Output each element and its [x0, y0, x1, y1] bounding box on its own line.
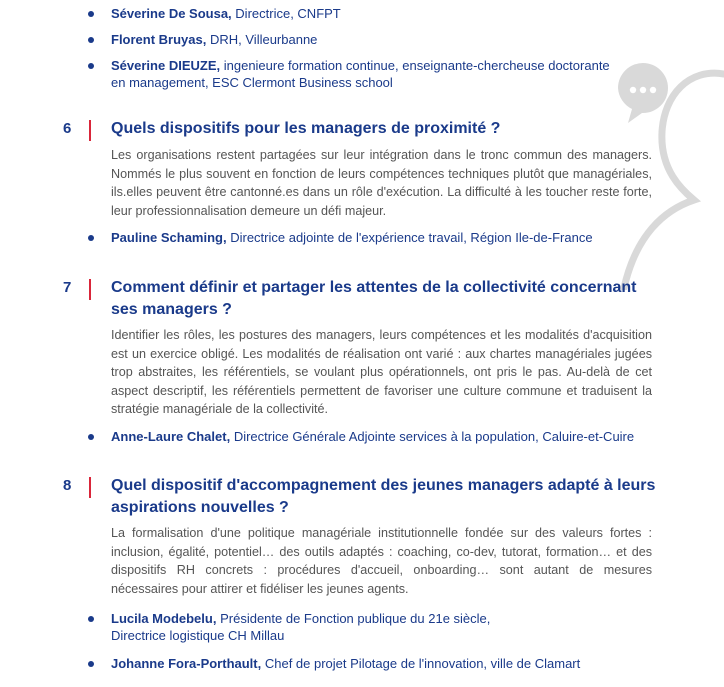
section-paragraph: Les organisations restent partagées sur leur intégration dans le tronc commun des managers. Nommés le plus souvent en fonction de leurs compétences techniques plutôt que managériales, ils.elles peuvent être cantonné.es dans un rôle d'exécution. La difficulté à les toucher reste forte, leur professionnalisation demeure un défi majeur. — [111, 148, 652, 218]
contributor-name: Séverine De Sousa, — [111, 6, 232, 21]
contributor-role-line2: en management, ESC Clermont Business school — [111, 75, 393, 90]
section-paragraph: La formalisation d'une politique managériale institutionnelle fondée sur des valeurs fortes : inclusion, égalité, potentiel… des outils adaptés : coaching, co-dev, tutorat, formation… et des dispositifs RH concrets : procédures d'accueil, onboarding… sont autant de mesures nécessaires pour attirer et fidéliser les jeunes agents. — [111, 526, 652, 596]
contributor-item — [86, 5, 610, 22]
contributor-item — [86, 428, 634, 445]
section-number: 7 — [63, 279, 72, 296]
contributor-item — [86, 31, 610, 48]
contributor-item — [86, 229, 593, 246]
section-number: 8 — [63, 477, 72, 494]
section-title: Quels dispositifs pour les managers de proximité ? — [111, 120, 501, 137]
section-title: Comment définir et partager les attentes de la collectivité concernant ses managers ? — [111, 279, 637, 318]
contributor-name: Pauline Schaming, — [111, 230, 227, 245]
section-divider — [89, 120, 91, 141]
section-contributors — [86, 428, 634, 454]
contributor-item — [86, 655, 580, 672]
contributor-item — [86, 610, 580, 644]
contributor-role: Directrice adjointe de l'expérience travail, Région Ile-de-France — [230, 230, 593, 245]
section-contributors — [86, 229, 593, 255]
speech-bubble-icon — [618, 63, 668, 123]
section-paragraph: Identifier les rôles, les postures des managers, leurs compétences et les modalités d'acquisition est un exercice obligé. Les modalités de réalisation ont varié : aux chartes managériales jugées trop abstraites, les référentiels, se voulant plus opérationnels, ont pris le pas. Au-delà de cet aspect descriptif, les référentiels permettent de favoriser une culture commune et traduisent la stratégie managériale de la collectivité. — [111, 328, 652, 417]
contributor-role: Chef de projet Pilotage de l'innovation, ville de Clamart — [264, 656, 581, 671]
section-title: Quel dispositif d'accompagnement des jeunes managers adapté à leurs aspirations nouvelles ? — [111, 477, 656, 516]
contributor-role: DRH, Villeurbanne — [209, 32, 318, 47]
contributor-role-line2: Directrice logistique CH Millau — [111, 628, 285, 643]
contributor-role: Directrice, CNFPT — [235, 6, 341, 21]
contributor-role: ingenieure formation continue, enseignante-chercheuse doctorante — [223, 58, 610, 73]
contributor-role: Directrice Générale Adjointe services à la population, Caluire-et-Cuire — [233, 429, 635, 444]
top-contributors-list — [86, 5, 610, 100]
contributor-role: Présidente de Fonction publique du 21e siècle, — [220, 611, 491, 626]
contributor-name: Séverine DIEUZE, — [111, 58, 221, 73]
contributor-name: Florent Bruyas, — [111, 32, 207, 47]
contributor-name: Lucila Modebelu, — [111, 611, 217, 626]
contributor-name: Anne-Laure Chalet, — [111, 429, 231, 444]
section-divider — [89, 279, 91, 300]
section-contributors — [86, 610, 580, 681]
contributor-item — [86, 57, 610, 91]
section-divider — [89, 477, 91, 498]
contributor-name: Johanne Fora-Porthault, — [111, 656, 262, 671]
section-number: 6 — [63, 120, 72, 137]
